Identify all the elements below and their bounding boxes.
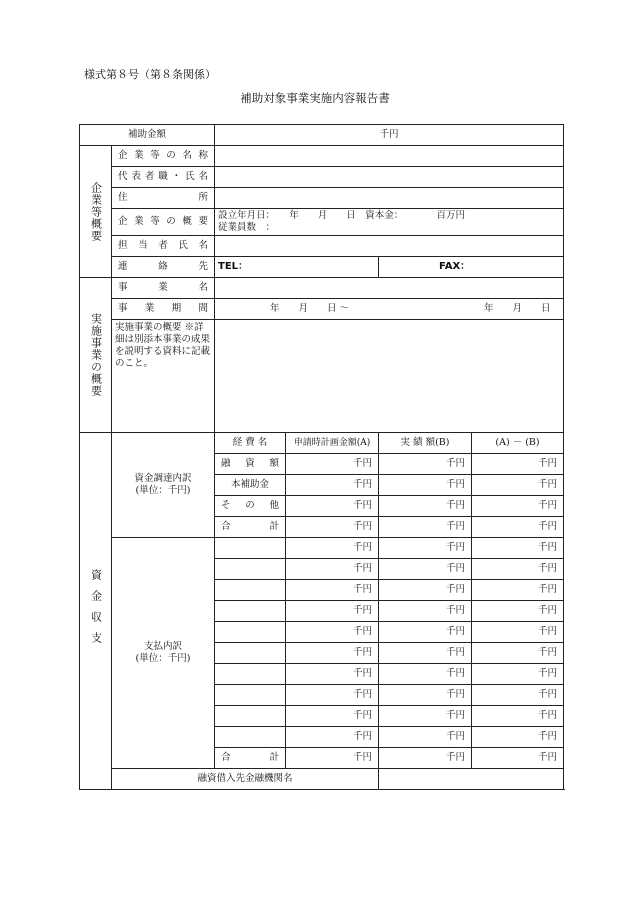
fax-label: FAX： bbox=[439, 261, 471, 272]
loan-bank-label: 融資借入先金融機関名 bbox=[112, 769, 379, 790]
company-name-label: 企 業 等 の 名 称 bbox=[112, 146, 215, 167]
company-name-field[interactable] bbox=[215, 146, 564, 167]
header-difference: (A) － (B) bbox=[472, 433, 564, 454]
planned-amount-field[interactable]: 千円 bbox=[286, 538, 379, 559]
finance-header-row bbox=[80, 433, 564, 454]
payment-expense-field[interactable] bbox=[215, 559, 286, 580]
funding-row-name: 本補助金 bbox=[215, 475, 286, 496]
payment-expense-field[interactable] bbox=[215, 706, 286, 727]
payment-expense-field[interactable] bbox=[215, 580, 286, 601]
subsidy-amount-field[interactable]: 千円 bbox=[215, 125, 564, 146]
actual-amount-field[interactable]: 千円 bbox=[379, 622, 472, 643]
funding-total-label: 合 計 bbox=[215, 517, 286, 538]
fax-field[interactable] bbox=[379, 257, 564, 278]
difference-field[interactable]: 千円 bbox=[472, 559, 564, 580]
project-outline-field[interactable] bbox=[215, 320, 564, 433]
representative-row bbox=[80, 167, 564, 188]
header-expense-name: 経 費 名 bbox=[215, 433, 286, 454]
person-in-charge-label: 担 当 者 氏 名 bbox=[112, 236, 215, 257]
difference-field[interactable]: 千円 bbox=[472, 580, 564, 601]
difference-field[interactable]: 千円 bbox=[472, 601, 564, 622]
subsidy-row bbox=[80, 125, 564, 146]
difference-field[interactable]: 千円 bbox=[472, 496, 564, 517]
difference-field[interactable]: 千円 bbox=[472, 622, 564, 643]
header-planned-amount: 申請時計画金額(A) bbox=[286, 433, 379, 454]
company-overview-label: 企 業 等 の 概 要 bbox=[112, 209, 215, 236]
actual-amount-field[interactable]: 千円 bbox=[379, 580, 472, 601]
planned-amount-field[interactable]: 千円 bbox=[286, 748, 379, 769]
difference-field[interactable]: 千円 bbox=[472, 748, 564, 769]
difference-field[interactable]: 千円 bbox=[472, 538, 564, 559]
actual-amount-field[interactable]: 千円 bbox=[379, 727, 472, 748]
actual-amount-field[interactable]: 千円 bbox=[379, 475, 472, 496]
planned-amount-field[interactable]: 千円 bbox=[286, 664, 379, 685]
payment-unit-note: (単位：千円) bbox=[135, 653, 191, 664]
address-row bbox=[80, 188, 564, 209]
difference-field[interactable]: 千円 bbox=[472, 664, 564, 685]
actual-amount-field[interactable]: 千円 bbox=[379, 538, 472, 559]
person-in-charge-row bbox=[80, 236, 564, 257]
payment-expense-field[interactable] bbox=[215, 601, 286, 622]
funding-row-name: 融 資 額 bbox=[215, 454, 286, 475]
funding-unit-note: (単位：千円) bbox=[135, 485, 191, 496]
planned-amount-field[interactable]: 千円 bbox=[286, 475, 379, 496]
actual-amount-field[interactable]: 千円 bbox=[379, 496, 472, 517]
payment-breakdown-cell bbox=[112, 538, 215, 769]
established-capital-text: 設立年月日： 年 月 日 資本金： 百万円 bbox=[218, 210, 466, 221]
tel-label: TEL： bbox=[218, 261, 249, 272]
payment-expense-field[interactable] bbox=[215, 622, 286, 643]
report-table bbox=[79, 124, 564, 790]
contact-label: 連 絡 先 bbox=[112, 257, 215, 278]
planned-amount-field[interactable]: 千円 bbox=[286, 496, 379, 517]
form-number: 様式第８号（第８条関係） bbox=[84, 68, 216, 81]
payment-expense-field[interactable] bbox=[215, 538, 286, 559]
actual-amount-field[interactable]: 千円 bbox=[379, 706, 472, 727]
project-period-label: 事 業 期 間 bbox=[112, 299, 215, 320]
tel-field[interactable] bbox=[215, 257, 379, 278]
actual-amount-field[interactable]: 千円 bbox=[379, 643, 472, 664]
planned-amount-field[interactable]: 千円 bbox=[286, 643, 379, 664]
difference-field[interactable]: 千円 bbox=[472, 727, 564, 748]
planned-amount-field[interactable]: 千円 bbox=[286, 559, 379, 580]
payment-expense-field[interactable] bbox=[215, 685, 286, 706]
planned-amount-field[interactable]: 千円 bbox=[286, 517, 379, 538]
payment-total-label: 合 計 bbox=[215, 748, 286, 769]
project-outline-row bbox=[80, 320, 564, 433]
actual-amount-field[interactable]: 千円 bbox=[379, 601, 472, 622]
funding-breakdown-label: 資金調達内訳 bbox=[134, 473, 192, 484]
difference-field[interactable]: 千円 bbox=[472, 517, 564, 538]
difference-field[interactable]: 千円 bbox=[472, 475, 564, 496]
difference-field[interactable]: 千円 bbox=[472, 454, 564, 475]
loan-bank-row bbox=[80, 769, 564, 790]
planned-amount-field[interactable]: 千円 bbox=[286, 580, 379, 601]
subsidy-label: 補助金額 bbox=[80, 125, 215, 146]
finance-section-label: 資金収支 bbox=[80, 433, 112, 790]
actual-amount-field[interactable]: 千円 bbox=[379, 664, 472, 685]
company-overview-row bbox=[80, 209, 564, 236]
actual-amount-field[interactable]: 千円 bbox=[379, 517, 472, 538]
representative-label: 代表者職・氏名 bbox=[112, 167, 215, 188]
actual-amount-field[interactable]: 千円 bbox=[379, 454, 472, 475]
project-period-row bbox=[80, 299, 564, 320]
contact-row bbox=[80, 257, 564, 278]
company-section-label: 企業等概要 bbox=[80, 146, 112, 278]
project-section-label: 実施事業の概要 bbox=[80, 278, 112, 433]
difference-field[interactable]: 千円 bbox=[472, 643, 564, 664]
representative-field[interactable] bbox=[215, 167, 564, 188]
header-actual-amount: 実 績 額(B) bbox=[379, 433, 472, 454]
actual-amount-field[interactable]: 千円 bbox=[379, 559, 472, 580]
period-to: 年 月 日 bbox=[484, 303, 551, 314]
difference-field[interactable]: 千円 bbox=[472, 706, 564, 727]
actual-amount-field[interactable]: 千円 bbox=[379, 748, 472, 769]
planned-amount-field[interactable]: 千円 bbox=[286, 622, 379, 643]
loan-bank-field[interactable] bbox=[379, 769, 564, 790]
planned-amount-field[interactable]: 千円 bbox=[286, 706, 379, 727]
document-title: 補助対象事業実施内容報告書 bbox=[240, 91, 390, 105]
difference-field[interactable]: 千円 bbox=[472, 685, 564, 706]
payment-expense-field[interactable] bbox=[215, 727, 286, 748]
funding-breakdown-cell bbox=[112, 433, 215, 538]
project-name-label: 事 業 名 bbox=[112, 278, 215, 299]
planned-amount-field[interactable]: 千円 bbox=[286, 601, 379, 622]
company-name-row bbox=[80, 146, 564, 167]
address-label: 住 所 bbox=[112, 188, 215, 209]
project-name-field[interactable] bbox=[215, 278, 564, 299]
project-name-row bbox=[80, 278, 564, 299]
planned-amount-field[interactable]: 千円 bbox=[286, 685, 379, 706]
address-field[interactable] bbox=[215, 188, 564, 209]
actual-amount-field[interactable]: 千円 bbox=[379, 685, 472, 706]
payment-expense-field[interactable] bbox=[215, 643, 286, 664]
person-in-charge-field[interactable] bbox=[215, 236, 564, 257]
period-from: 年 月 日 ～ bbox=[270, 303, 350, 314]
payment-breakdown-label: 支払内訳 bbox=[144, 641, 183, 652]
planned-amount-field[interactable]: 千円 bbox=[286, 727, 379, 748]
project-outline-label: 実施事業の概要 ※詳細は別添本事業の成果を説明する資料に記載のこと。 bbox=[112, 320, 215, 433]
funding-row-name: そ の 他 bbox=[215, 496, 286, 517]
planned-amount-field[interactable]: 千円 bbox=[286, 454, 379, 475]
project-period-field[interactable] bbox=[215, 299, 564, 320]
payment-row bbox=[80, 538, 564, 559]
payment-expense-field[interactable] bbox=[215, 664, 286, 685]
company-overview-field[interactable] bbox=[215, 209, 564, 236]
employees-text: 従業員数 ： bbox=[218, 222, 276, 233]
